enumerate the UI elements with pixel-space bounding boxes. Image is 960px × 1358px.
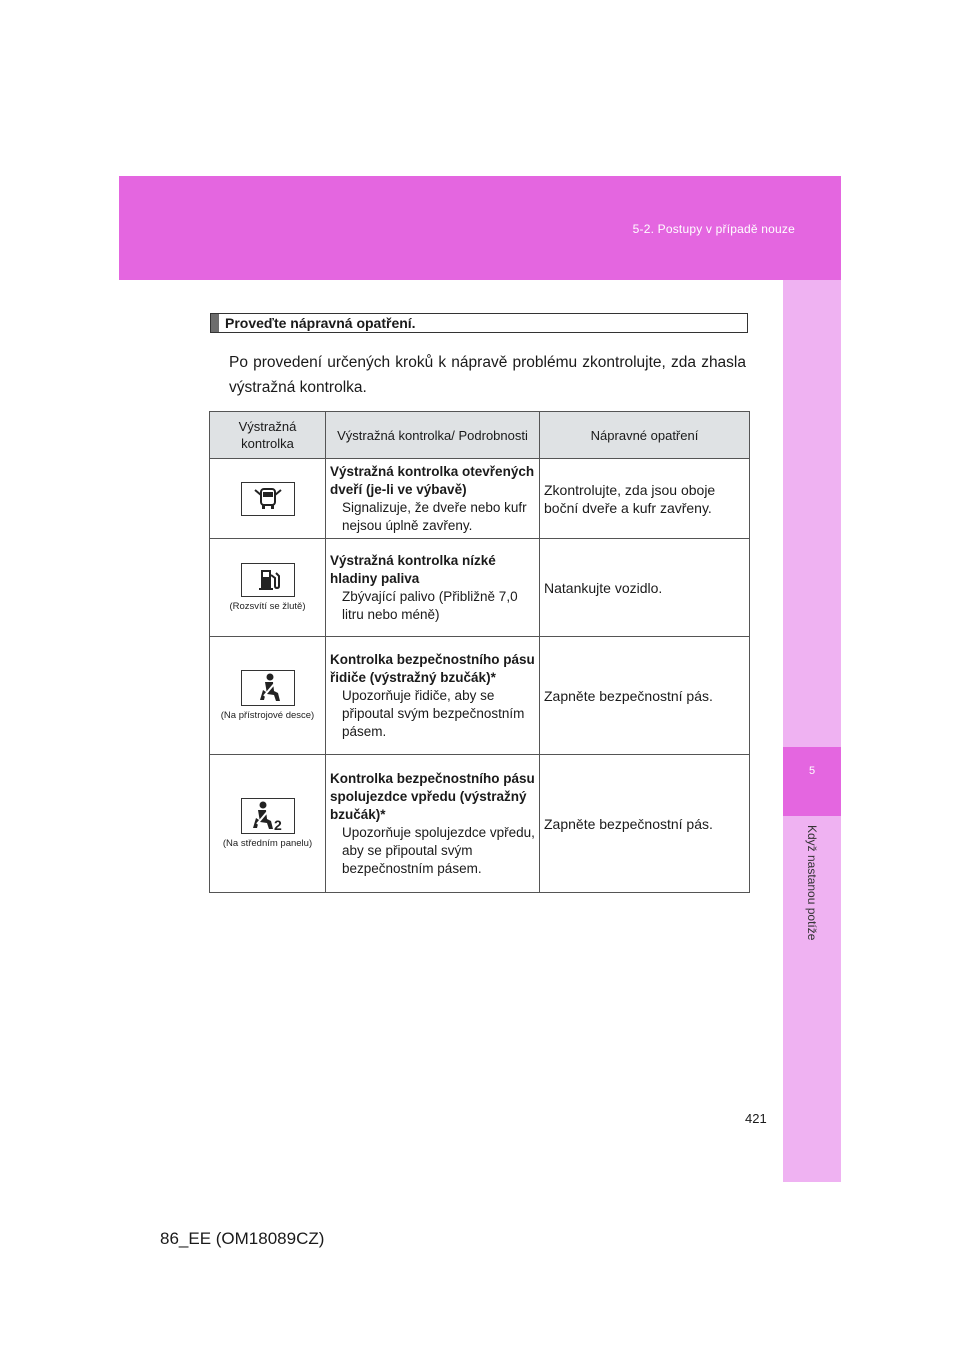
detail-title: Výstražná kontrolka otevřených dveří (je-li ve výbavě) (330, 463, 535, 497)
passenger-seatbelt-icon (241, 798, 295, 834)
column-header: Výstražná kontrolka (210, 412, 326, 459)
intro-paragraph: Po provedení určených kroků k nápravě problému zkontrolujte, zda zhasla výstražná kontrolka. (229, 354, 746, 396)
table-row (210, 539, 750, 637)
detail-text: Upozorňuje spolujezdce vpředu, aby se připoutal svým bezpečnostním pásem. (342, 824, 535, 876)
chapter-side-tab (783, 280, 841, 1182)
table-header-row (210, 412, 750, 459)
document-code: 86_EE (OM18089CZ) (160, 1229, 325, 1248)
page-number: 421 (745, 1111, 767, 1126)
action-cell: Zapněte bezpečnostní pás. (540, 755, 750, 893)
detail-title: Kontrolka bezpečnostního pásu řidiče (výstražný bzučák)* (330, 651, 535, 685)
table-row (210, 755, 750, 893)
icon-glyph: 2 (273, 817, 282, 832)
warning-table (209, 411, 750, 893)
detail-title: Kontrolka bezpečnostního pásu spolujezdce vpředu (výstražný bzučák)* (330, 770, 535, 822)
icon-cell (210, 637, 326, 755)
icon-note: (Na přístrojové desce) (220, 710, 315, 721)
detail-cell (326, 637, 540, 755)
open-door-icon (241, 482, 295, 516)
fuel-pump-icon (241, 563, 295, 597)
icon-note: (Rozsvítí se žlutě) (229, 601, 306, 612)
heading-text: Proveďte nápravná opatření. (225, 315, 416, 331)
seatbelt-icon (241, 670, 295, 706)
chapter-number-box (783, 747, 841, 816)
section-heading (210, 313, 748, 333)
action-cell: Natankujte vozidlo. (540, 539, 750, 637)
column-header: Výstražná kontrolka/ Podrobnosti (326, 412, 540, 459)
chapter-number: 5 (808, 765, 816, 777)
detail-cell (326, 459, 540, 539)
icon-note: (Na středním panelu) (222, 838, 313, 849)
action-cell: Zkontrolujte, zda jsou oboje boční dveře a kufr zavřeny. (540, 459, 750, 539)
detail-text: Signalizuje, že dveře nebo kufr nejsou úplně zavřeny. (342, 499, 527, 533)
table-row (210, 459, 750, 539)
table-row (210, 637, 750, 755)
action-cell: Zapněte bezpečnostní pás. (540, 637, 750, 755)
header-band (119, 176, 841, 280)
chapter-title: Když nastanou potíže (805, 825, 819, 941)
section-title: 5-2. Postupy v případě nouze (632, 222, 795, 236)
icon-cell (210, 755, 326, 893)
detail-text: Zbývající palivo (Přibližně 7,0 litru nebo méně) (342, 588, 518, 622)
detail-cell (326, 539, 540, 637)
detail-text: Upozorňuje řidiče, aby se připoutal svým bezpečnostním pásem. (342, 687, 525, 739)
heading-marker (211, 314, 219, 332)
icon-cell (210, 539, 326, 637)
detail-title: Výstražná kontrolka nízké hladiny paliva (330, 552, 496, 586)
detail-cell (326, 755, 540, 893)
icon-cell (210, 459, 326, 539)
column-header: Nápravné opatření (540, 412, 750, 459)
